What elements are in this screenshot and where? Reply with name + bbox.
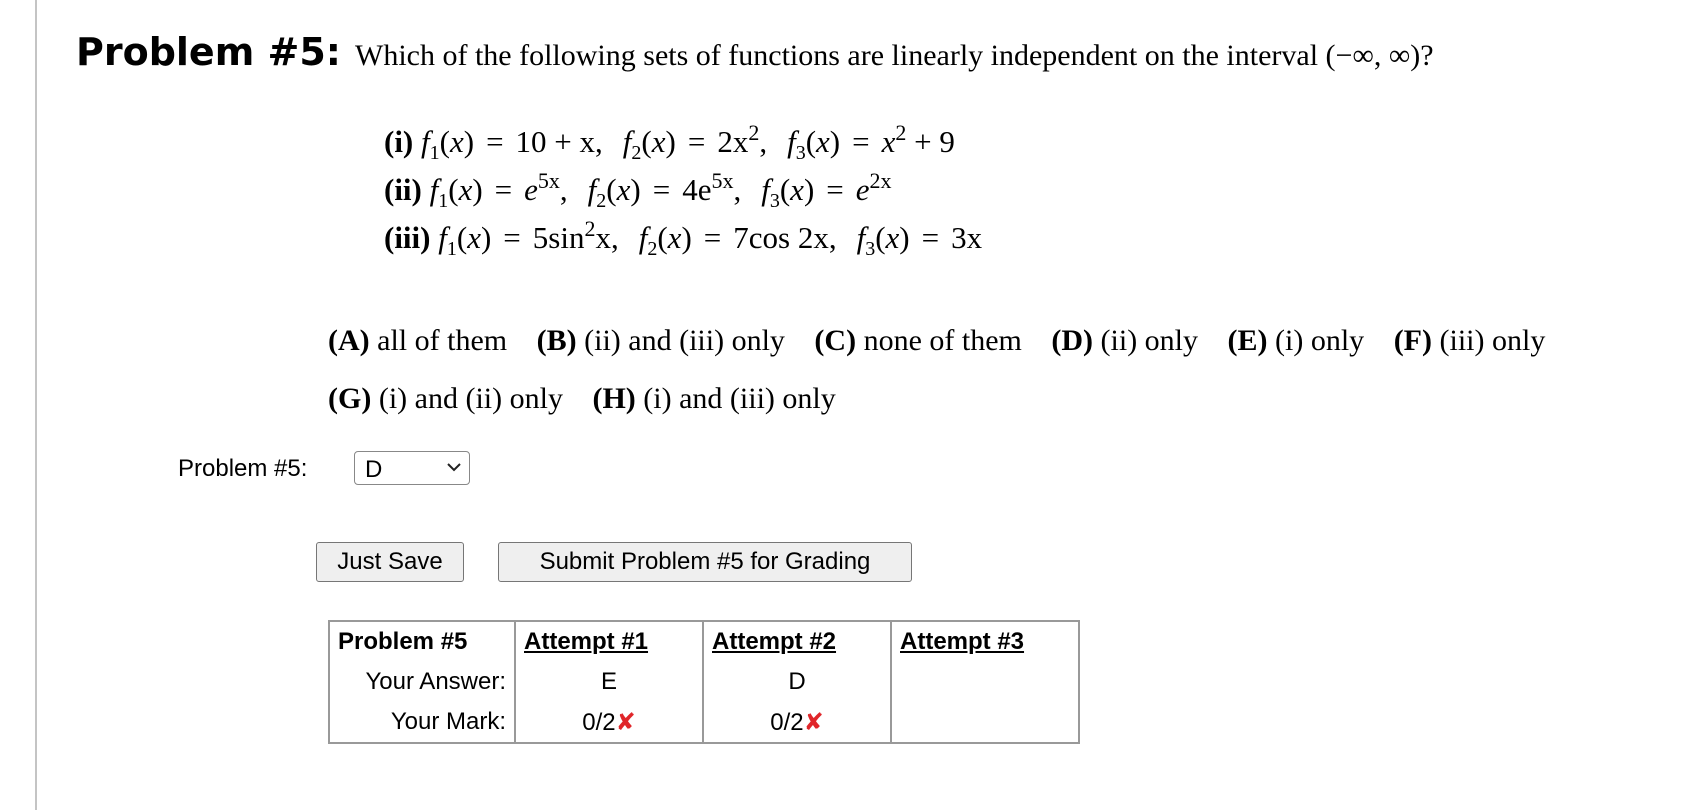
cross-icon: ✘	[803, 708, 824, 736]
answer-select[interactable]	[354, 451, 470, 485]
option-a: (A) all of them	[328, 324, 508, 357]
answer-select-value: D	[365, 456, 383, 483]
attempt-1-link[interactable]: Attempt #1	[515, 621, 703, 662]
option-e: (E) (i) only	[1227, 324, 1365, 357]
set-ii: (ii) $f_1(x) = e^{5x}$, $f_2(x) = 4e^{5x}$, $f_3(x) = e^{2x}$	[384, 168, 892, 212]
problem-label: Problem #5:	[76, 30, 341, 74]
attempt-3-mark	[891, 702, 1079, 743]
option-g: (G) (i) and (ii) only	[328, 382, 563, 415]
attempt-3-link[interactable]: Attempt #3	[891, 621, 1079, 662]
attempt-2-answer: D	[703, 662, 891, 702]
cross-icon: ✘	[615, 708, 636, 736]
answer-label: Problem #5:	[178, 455, 308, 482]
attempt-2-link[interactable]: Attempt #2	[703, 621, 891, 662]
attempt-3-answer	[891, 662, 1079, 702]
option-h: (H) (i) and (iii) only	[592, 382, 836, 415]
option-c: (C) none of them	[814, 324, 1022, 357]
attempt-1-mark: 0/2✘	[515, 702, 703, 743]
left-border	[35, 0, 37, 810]
table-header-problem: Problem #5	[329, 621, 515, 662]
attempts-table	[328, 620, 1080, 744]
your-mark-label: Your Mark:	[329, 702, 515, 743]
your-answer-label: Your Answer:	[329, 662, 515, 702]
table-header-row	[329, 621, 1079, 662]
submit-button[interactable]: Submit Problem #5 for Grading	[498, 542, 912, 582]
answer-row	[178, 455, 383, 483]
option-f: (F) (iii) only	[1393, 324, 1546, 357]
function-sets	[384, 118, 982, 262]
problem-title	[76, 30, 1434, 74]
table-row	[329, 662, 1079, 702]
attempt-2-mark: 0/2✘	[703, 702, 891, 743]
option-d: (D) (ii) only	[1051, 324, 1199, 357]
table-row	[329, 702, 1079, 743]
option-b: (B) (ii) and (iii) only	[536, 324, 785, 357]
answer-options	[328, 312, 1567, 428]
set-iii: (iii) $f_1(x) = 5\sin^2x$, $f_2(x) = 7\cos$ 2x, $f_3(x) = 3x$	[384, 216, 983, 260]
attempt-1-answer: E	[515, 662, 703, 702]
chevron-down-icon	[445, 458, 463, 476]
set-i: (i) $f_1(x) = 10 + x$, $f_2(x) = 2x^2$, $f_3(x) = x^2 + 9$	[384, 120, 955, 164]
just-save-button[interactable]: Just Save	[316, 542, 464, 582]
problem-question: Which of the following sets of functions are linearly independent on the interval (−∞, ∞)?	[355, 39, 1434, 72]
